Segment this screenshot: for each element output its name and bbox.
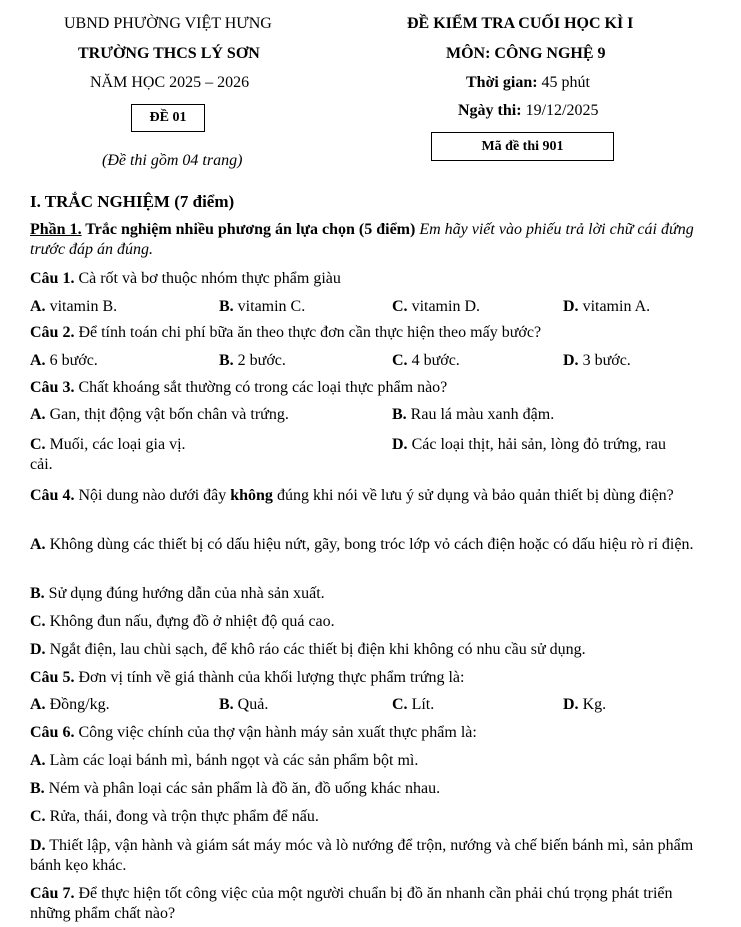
part-label: Phần 1. [30,221,82,238]
question-5 [30,668,464,688]
q3-option-c: C. Muối, các loại gia vị. [30,436,186,453]
question-7 [30,884,715,924]
q3-option-d-continued: cải. [30,456,53,473]
q6-option-c: C. Rửa, thái, đong và trộn thực phẩm để nấu. [30,808,319,825]
question-text: Chất khoáng sắt thường có trong các loại thực phẩm nào? [74,379,448,396]
q5-option-a: A. Đồng/kg. [30,696,110,713]
q1-option-d: D. vitamin A. [563,298,651,315]
q5-option-c: C. Lít. [392,696,435,713]
question-2 [30,323,541,343]
question-label: Câu 6. [30,724,75,741]
pages-note: (Đề thi gồm 04 trang) [102,152,243,169]
q2-option-d: D. 3 bước. [563,352,631,369]
paper-code-label: Mã đề thi 901 [481,138,564,154]
question-label: Câu 2. [30,324,75,341]
question-text: Để thực hiện tốt công việc của một người chuẩn bị đồ ăn nhanh cần phải chú trọng phát triển những phẩm chất nào? [30,885,673,922]
question-text: Đơn vị tính về giá thành của khối lượng thực phẩm trứng là: [74,669,465,686]
section-title: I. TRẮC NGHIỆM (7 điểm) [30,192,235,211]
exam-code-label: ĐỀ 01 [149,110,187,125]
question-label: Câu 5. [30,669,75,686]
question-3 [30,378,447,398]
q4-option-c: C. Không đun nấu, đựng đồ ở nhiệt độ quá cao. [30,613,335,630]
school-name: TRƯỜNG THCS LÝ SƠN [78,45,260,62]
q6-option-b: B. Ném và phân loại các sản phẩm là đồ ăn, đồ uống khác nhau. [30,780,441,797]
school-year: NĂM HỌC 2025 – 2026 [90,74,250,91]
district-name: UBND PHƯỜNG VIỆT HƯNG [64,15,272,32]
q6-option-a: A. Làm các loại bánh mì, bánh ngọt và các sản phẩm bột mì. [30,752,419,769]
subject-title: MÔN: CÔNG NGHỆ 9 [446,45,606,62]
q1-option-a: A. vitamin B. [30,298,118,315]
exam-code-box [131,104,205,132]
question-text-pre: Nội dung nào dưới đây [74,487,231,504]
part-heading [30,220,715,260]
question-4 [30,486,715,506]
time-value: 45 phút [537,74,590,91]
q3-option-d: D. Các loại thịt, hải sản, lòng đỏ trứng, rau [392,436,666,453]
q3-option-a: A. Gan, thịt động vật bốn chân và trứng. [30,406,289,423]
part-title: Trắc nghiệm nhiều phương án lựa chọn (5 điểm) [81,221,416,238]
q1-option-b: B. vitamin C. [219,298,306,315]
q4-option-d: D. Ngắt điện, lau chùi sạch, để khô ráo các thiết bị điện khi không có nhu cầu sử dụng. [30,641,586,658]
date-value: 19/12/2025 [521,102,599,119]
q6-option-d: D. Thiết lập, vận hành và giám sát máy móc và lò nướng để trộn, nướng và chế biến bánh mì, sản phẩm bánh kẹo khác. [30,837,694,874]
question-emphasis: không [230,487,273,504]
question-1 [30,269,341,289]
q2-option-a: A. 6 bước. [30,352,98,369]
q4-option-b: B. Sử dụng đúng hướng dẫn của nhà sản xuất. [30,585,325,602]
paper-code-box [431,132,614,161]
question-6 [30,723,477,743]
q2-option-b: B. 2 bước. [219,352,286,369]
question-label: Câu 7. [30,885,75,902]
part-instruction: Em hãy viết vào phiếu trả lời chữ cái đứng trước đáp án đúng. [30,221,694,258]
question-label: Câu 4. [30,487,75,504]
exam-time [466,74,590,92]
question-label: Câu 1. [30,270,75,287]
question-text-post: đúng khi nói về lưu ý sử dụng và bảo quản thiết bị dùng điện? [272,487,674,504]
q1-option-c: C. vitamin D. [392,298,480,315]
q5-option-d: D. Kg. [563,696,607,713]
q4-option-a: A. Không dùng các thiết bị có dấu hiệu nứt, gãy, bong tróc lớp vỏ cách điện hoặc có dấu hiệu rò rỉ điện. [30,536,694,553]
question-label: Câu 3. [30,379,75,396]
time-label: Thời gian: [466,74,538,91]
q2-option-c: C. 4 bước. [392,352,460,369]
q3-option-b: B. Rau lá màu xanh đậm. [392,406,555,423]
question-text: Công việc chính của thợ vận hành máy sản xuất thực phẩm là: [74,724,477,741]
q5-option-b: B. Quả. [219,696,269,713]
date-label: Ngày thi: [458,102,522,119]
exam-date [458,102,598,120]
question-text: Cà rốt và bơ thuộc nhóm thực phẩm giàu [74,270,341,287]
question-text: Để tính toán chi phí bữa ăn theo thực đơn cần thực hiện theo mấy bước? [74,324,542,341]
exam-title: ĐỀ KIỂM TRA CUỐI HỌC KÌ I [407,15,634,32]
